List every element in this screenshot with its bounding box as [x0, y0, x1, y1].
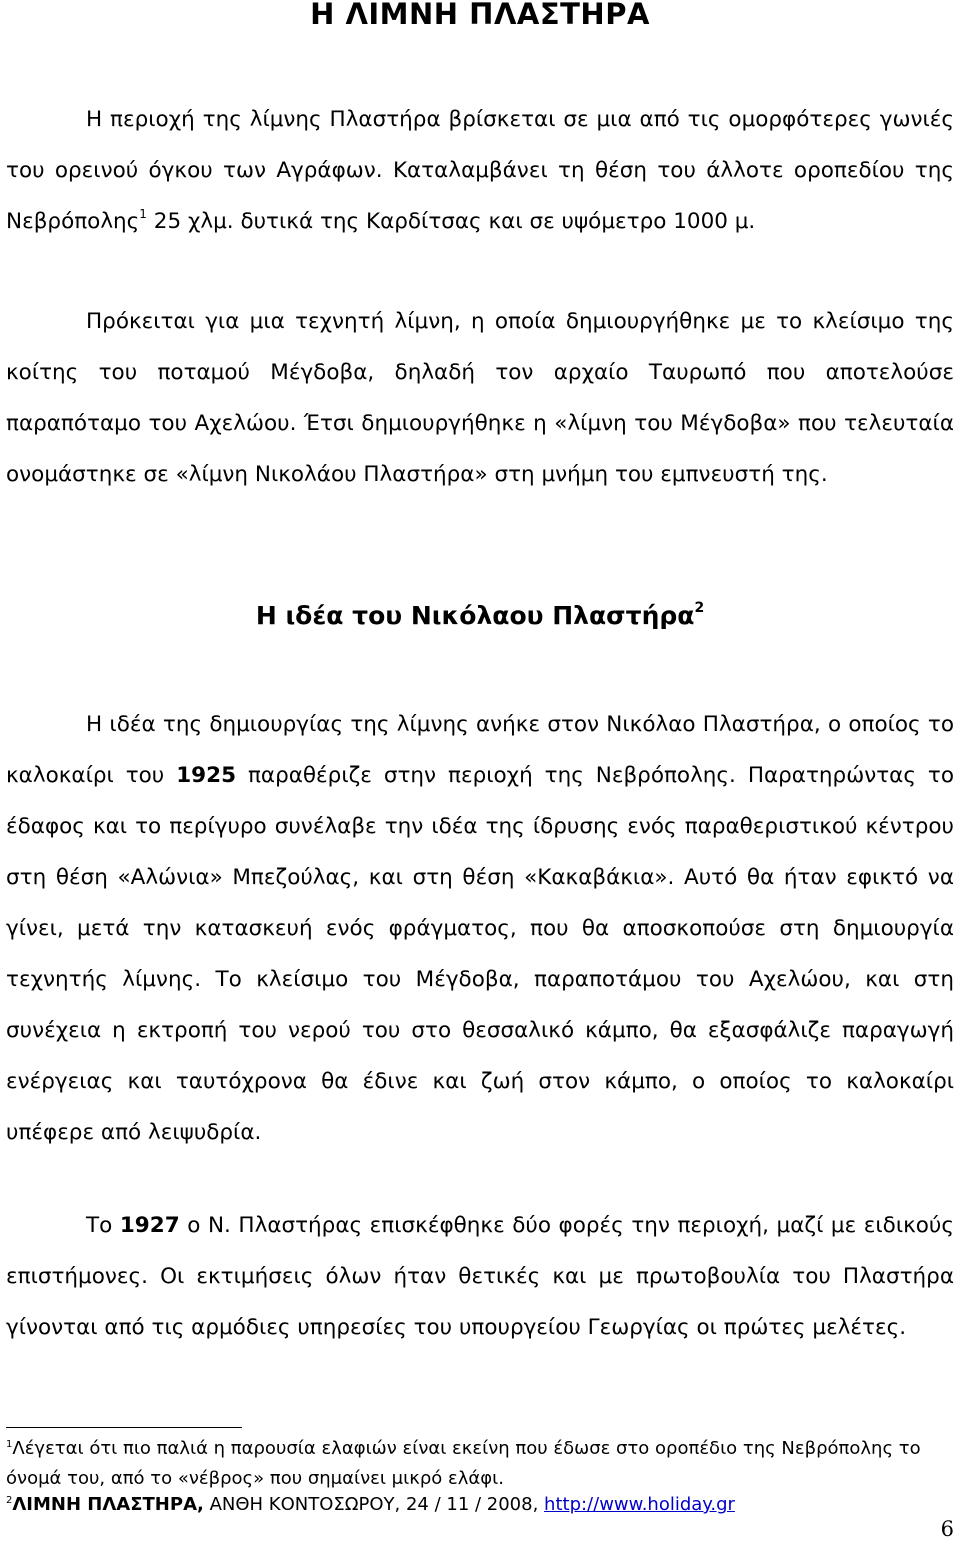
- section-text-d: ο Ν. Πλαστήρας επισκέφθηκε δύο φορές την περιοχή, μαζί με ειδικούς επιστήμονες. Οι εκτιμήσεις όλων ήταν θετικές και με πρωτοβουλία του Πλαστήρα γίνονται από τις αρμόδιες υπηρεσίες του υπουργείου Γεωργίας οι πρώτες μελέτες.: [6, 1213, 954, 1340]
- section-heading-text: Η ιδέα του Νικόλαου Πλαστήρα: [255, 601, 695, 630]
- section-text-c: Το: [86, 1213, 120, 1238]
- year-1927: 1927: [119, 1213, 180, 1238]
- footnote-1-number: 1: [6, 1439, 13, 1450]
- footnote-2-source-title: ΛΙΜΝΗ ΠΛΑΣΤΗΡΑ,: [12, 1494, 204, 1515]
- footnote-2-number: 2: [6, 1495, 13, 1506]
- intro-text-2: Πρόκειται για μια τεχνητή λίμνη, η οποία δημιουργήθηκε με το κλείσιμο της κοίτης του ποταμού Μέγδοβα, δηλαδή τον αρχαίο Ταυρωπό που αποτελούσε παραπόταμο του Αχελώου. Έτσι δημιουργήθηκε η «λίμνη του Μέγδοβα» που τελευταία ονομάστηκε σε «λίμνη Νικολάου Πλαστήρα» στη μνήμη του εμπνευστή της.: [6, 309, 954, 487]
- footnote-1-text: Λέγεται ότι πιο παλιά η παρουσία ελαφιών είναι εκείνη που έδωσε στο οροπέδιο της Νεβρόπολης το όνομά του, από το «νέβρος» που σημαίνει μικρό ελάφι.: [6, 1438, 921, 1489]
- page-number: 6: [940, 1517, 954, 1541]
- footnote-ref-2[interactable]: 2: [694, 600, 705, 616]
- footnote-ref-1[interactable]: 1: [139, 207, 147, 221]
- footnote-separator: [6, 1427, 242, 1428]
- intro-paragraph-1: [6, 94, 954, 247]
- footnote-2-text: ΑΝΘΗ ΚΟΝΤΟΣΩΡΟΥ, 24 / 11 / 2008,: [203, 1494, 545, 1515]
- footnote-2-link[interactable]: http://www.holiday.gr: [544, 1494, 735, 1515]
- section-paragraph-1: [6, 699, 954, 1158]
- section-paragraph-2: [6, 1200, 954, 1353]
- footnote-2: [6, 1490, 954, 1520]
- section-heading: [0, 596, 960, 636]
- intro-paragraph-2: [6, 296, 954, 500]
- intro-text-a: Η περιοχή της λίμνης Πλαστήρα βρίσκεται σε μια από τις ομορφότερες γωνιές του ορεινού όγκου των Αγράφων. Καταλαμβάνει τη θέση του άλλοτε οροπεδίου της Νεβρόπολης: [6, 107, 954, 234]
- intro-text-b: 25 χλμ. δυτικά της Καρδίτσας και σε υψόμετρο 1000 μ.: [146, 209, 756, 234]
- section-text-a: Η ιδέα της δημιουργίας της λίμνης ανήκε στον Νικόλαο Πλαστήρα, ο οποίος το καλοκαίρι του: [6, 712, 954, 788]
- footnote-1: [6, 1434, 954, 1494]
- year-1925: 1925: [176, 763, 237, 788]
- section-text-b: παραθέριζε στην περιοχή της Νεβρόπολης. Παρατηρώντας το έδαφος και το περίγυρο συνέλαβε την ιδέα της ίδρυσης ενός παραθεριστικού κέντρου στη θέση «Αλώνια» Μπεζούλας, και στη θέση «Κακαβάκια». Αυτό θα ήταν εφικτό να γίνει, μετά την κατασκευή ενός φράγματος, που θα αποσκοπούσε στη δημιουργία τεχνητής λίμνης. Το κλείσιμο του Μέγδοβα, παραποτάμου του Αχελώου, και στη συνέχεια η εκτροπή του νερού του στο θεσσαλικό κάμπο, θα εξασφάλιζε παραγωγή ενέργειας και ταυτόχρονα θα έδινε και ζωή στον κάμπο, ο οποίος το καλοκαίρι υπέφερε από λειψυδρία.: [6, 763, 954, 1145]
- document-title: Η ΛΙΜΝΗ ΠΛΑΣΤΗΡΑ: [310, 0, 650, 31]
